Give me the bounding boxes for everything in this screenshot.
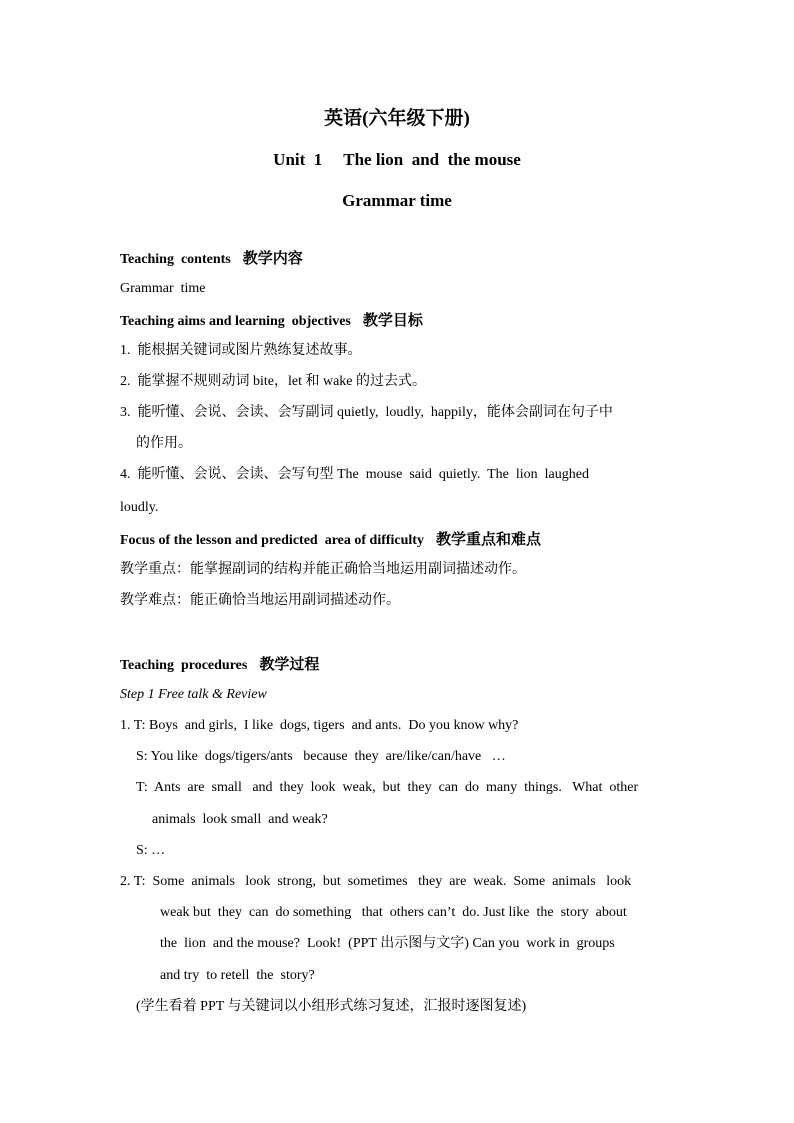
focus-key-point: 教学重点：能掌握副词的结构并能正确恰当地运用副词描述动作。	[120, 562, 526, 577]
contents-heading-cn: 教学内容	[242, 249, 303, 267]
focus-difficulty: 教学难点：能正确恰当地运用副词描述动作。	[120, 593, 400, 608]
focus-heading	[120, 530, 541, 550]
procedures-heading-cn: 教学过程	[259, 655, 320, 673]
procedure-line-7: weak but they can do something that others can’t do. Just like the story about	[160, 905, 627, 920]
procedure-line-9: and try to retell the story?	[160, 968, 315, 983]
contents-text: Grammar time	[120, 281, 206, 296]
procedure-line-4: animals look small and weak?	[152, 812, 328, 827]
focus-heading-cn: 教学重点和难点	[435, 530, 541, 548]
contents-heading	[120, 249, 303, 269]
procedure-line-2: S: You like dogs/tigers/ants because they are/like/can/have …	[136, 749, 506, 764]
aims-heading-cn: 教学目标	[362, 311, 423, 329]
aims-heading	[120, 311, 423, 331]
document-title: 英语(六年级下册)	[324, 108, 470, 129]
aim-item-3: 3. 能听懂、会说、会读、会写副词 quietly, loudly, happily，能体会副词在句子中	[120, 405, 613, 420]
contents-heading-en: Teaching contents	[120, 252, 231, 267]
unit-title: Unit 1 The lion and the mouse	[273, 150, 521, 169]
aims-heading-en: Teaching aims and learning objectives	[120, 314, 351, 329]
procedure-line-3: T: Ants are small and they look weak, but they can do many things. What other	[136, 780, 639, 795]
procedure-line-8: the lion and the mouse? Look! (PPT 出示图与文字) Can you work in groups	[160, 936, 615, 951]
aim-item-1: 1. 能根据关键词或图片熟练复述故事。	[120, 343, 362, 358]
procedures-heading-en: Teaching procedures	[120, 658, 248, 673]
section-title: Grammar time	[342, 191, 452, 210]
procedure-line-5: S: …	[136, 843, 166, 858]
aim-item-4: 4. 能听懂、会说、会读、会写句型 The mouse said quietly. The lion laughed	[120, 467, 589, 482]
step-1-title: Step 1 Free talk & Review	[120, 687, 267, 702]
procedure-line-1: 1. T: Boys and girls, I like dogs, tigers and ants. Do you know why?	[120, 718, 519, 733]
aim-item-3-cont: 的作用。	[136, 436, 192, 451]
procedure-line-6: 2. T: Some animals look strong, but sometimes they are weak. Some animals look	[120, 874, 632, 889]
procedures-heading	[120, 655, 319, 675]
focus-heading-en: Focus of the lesson and predicted area of difficulty	[120, 533, 424, 548]
aim-item-4-cont: loudly.	[120, 500, 159, 515]
procedure-line-10: (学生看着 PPT 与关键词以小组形式练习复述，汇报时逐图复述)	[136, 999, 527, 1014]
aim-item-2: 2. 能掌握不规则动词 bite，let 和 wake 的过去式。	[120, 374, 427, 389]
